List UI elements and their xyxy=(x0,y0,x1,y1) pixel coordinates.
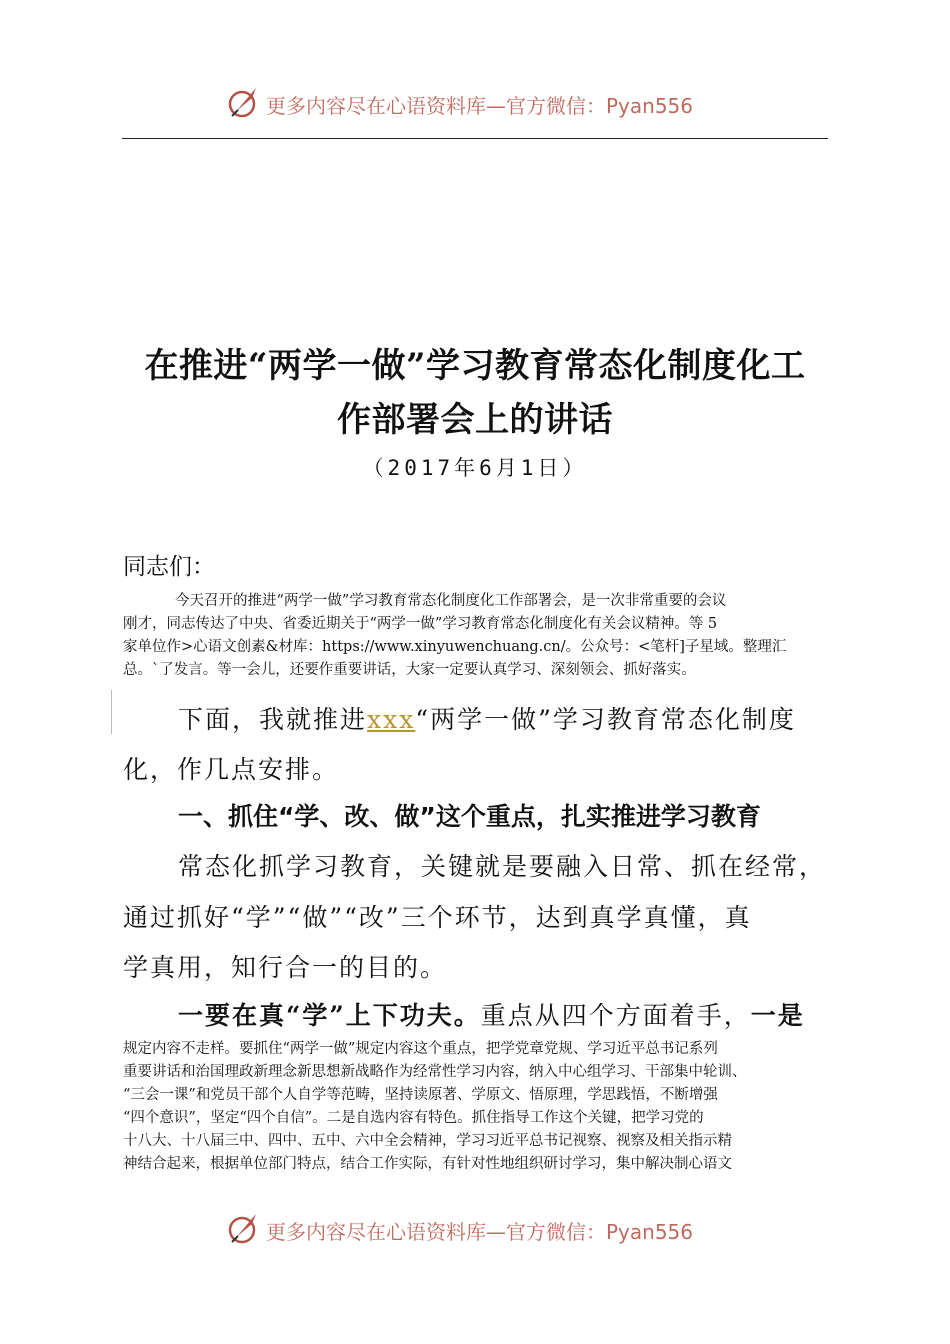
para4-line1: 一要在真“学”上下功夫。重点从四个方面着手，一是 xyxy=(178,1001,805,1030)
para5-line4: “四个意识”，坚定“四个自信”。二是自选内容有特色。抓住指导工作这个关键，把学习党的 xyxy=(123,1110,704,1126)
para2-line2: 化，作几点安排。 xyxy=(123,755,340,784)
quill-logo-icon xyxy=(226,1210,262,1246)
wechat-id: Pyan556 xyxy=(606,1220,694,1244)
para2-line1: 下面，我就推进xxx“两学一做”学习教育常态化制度 xyxy=(178,705,796,734)
para5-line2: 重要讲话和治国理政新理念新思想新战略作为经常性学习内容，纳入中心组学习、干部集中轮训、 xyxy=(123,1064,747,1080)
doc-title-line1: 在推进“两学一做”学习教育常态化制度化工 xyxy=(144,346,806,386)
header-rule xyxy=(122,138,828,139)
para3-line2: 通过抓好“学”“做”“改”三个环节，达到真学真懂，真 xyxy=(123,903,752,932)
para5-line6: 神结合起来，根据单位部门特点，结合工作实际，有针对性地组织研讨学习，集中解决制心语文 xyxy=(123,1156,732,1172)
para1-line1: 今天召开的推进“两学一做”学习教育常态化制度化工作部署会，是一次非常重要的会议 xyxy=(175,593,727,609)
para3-line3: 学真用，知行合一的目的。 xyxy=(123,953,448,982)
placeholder-link[interactable]: xxx xyxy=(367,705,416,734)
para1-line3: 家单位作>心语文创素&材库：https://www.xinyuwenchuang.cn/。公众号：<笔杆]子星域。整理汇 xyxy=(123,639,787,655)
para1-line4: 总。`了发言。等一会儿，还要作重要讲话，大家一定要认真学习、深刻领会、抓好落实。 xyxy=(123,662,696,678)
wechat-id: Pyan556 xyxy=(606,94,694,118)
para5-line1: 规定内容不走样。要抓住“两学一做”规定内容这个重点，把学党章党规、学习近平总书记系列 xyxy=(123,1041,718,1057)
para1-line2: 刚才，同志传达了中央、省委近期关于“两学一做”学习教育常态化制度化有关会议精神。等 5 xyxy=(123,616,718,632)
doc-title-line2: 作部署会上的讲话 xyxy=(337,400,613,440)
footer-banner xyxy=(0,1210,950,1250)
text-cursor xyxy=(111,690,112,734)
header-banner xyxy=(0,84,950,124)
greeting: 同志们： xyxy=(123,554,215,580)
para5-line5: 十八大、十八届三中、四中、五中、六中全会精神，学习习近平总书记视察、视察及相关指示精 xyxy=(123,1133,732,1149)
banner-text: 更多内容尽在心语资料库—官方微信：Pyan556 xyxy=(266,1220,694,1244)
para5-line3: “三会一课”和党员干部个人自学等范畴，坚持读原著、学原文、悟原理，学思践悟，不断增强 xyxy=(123,1087,718,1103)
quill-logo-icon xyxy=(226,84,262,120)
doc-date: （2017年6月1日） xyxy=(362,456,588,480)
para3-line1: 常态化抓学习教育，关键就是要融入日常、抓在经常， xyxy=(178,852,827,881)
banner-text: 更多内容尽在心语资料库—官方微信：Pyan556 xyxy=(266,94,694,118)
section-heading-1: 一、抓住“学、改、做”这个重点，扎实推进学习教育 xyxy=(178,802,761,831)
